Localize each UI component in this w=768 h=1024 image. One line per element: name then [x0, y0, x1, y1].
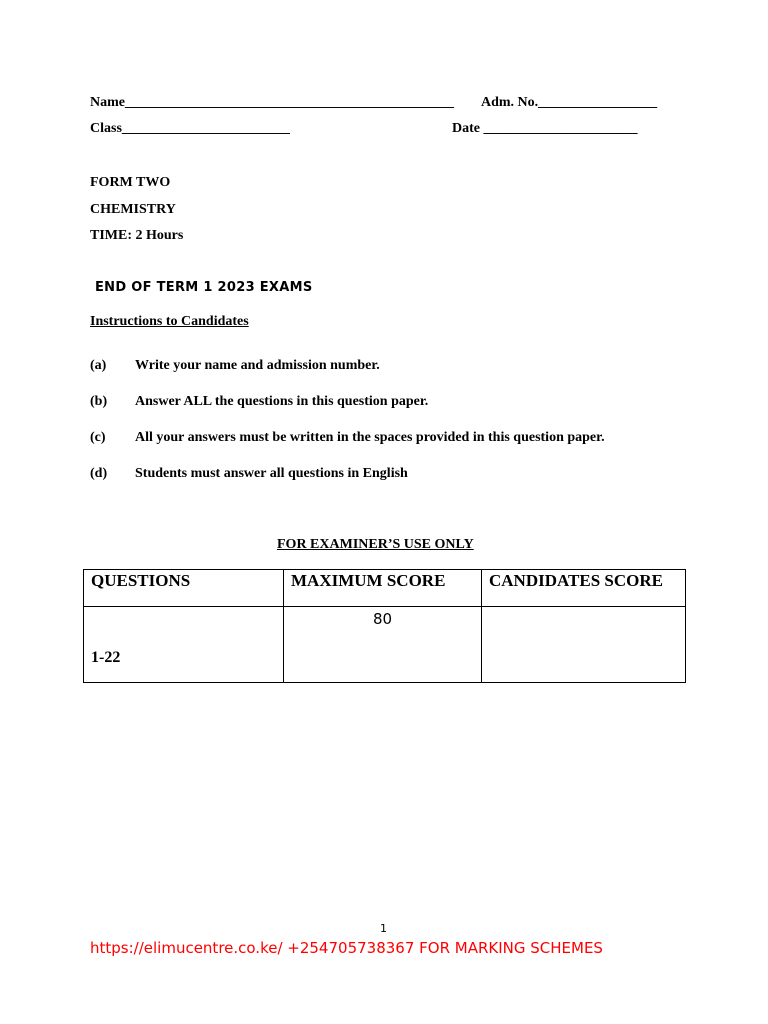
questions-range: 1-22: [91, 649, 121, 666]
instruction-text-c: All your answers must be written in the spaces provided in this question paper.: [135, 430, 605, 445]
name-field-line: Name_______________________________________________: [90, 95, 454, 110]
instruction-text-a: Write your name and admission number.: [135, 358, 380, 373]
time-label: TIME: 2 Hours: [90, 228, 184, 243]
page-number: 1: [380, 922, 387, 935]
instruction-label-c: (c): [90, 430, 106, 445]
date-field-line: Date ______________________: [452, 121, 638, 136]
adm-no-field-line: Adm. No._________________: [481, 95, 658, 110]
examiner-heading: FOR EXAMINER’S USE ONLY: [277, 537, 474, 552]
instruction-text-b: Answer ALL the questions in this question paper.: [135, 394, 429, 409]
footer-link[interactable]: https://elimucentre.co.ke/ +254705738367 FOR MARKING SCHEMES: [90, 939, 603, 957]
exam-title: END OF TERM 1 2023 EXAMS: [95, 280, 313, 295]
instruction-label-a: (a): [90, 358, 107, 373]
table-header-row: [84, 570, 686, 607]
instruction-label-b: (b): [90, 394, 108, 409]
column-header-candidates-score: CANDIDATES SCORE: [482, 570, 686, 607]
maximum-score-value: 80: [372, 610, 393, 628]
table-row: [84, 607, 686, 683]
subject-label: CHEMISTRY: [90, 202, 176, 217]
column-header-maximum-score: MAXIMUM SCORE: [284, 570, 482, 607]
class-field-line: Class________________________: [90, 121, 290, 136]
instruction-text-d: Students must answer all questions in English: [135, 466, 408, 481]
examiner-score-table: [83, 569, 686, 683]
form-label: FORM TWO: [90, 175, 171, 190]
column-header-questions: QUESTIONS: [84, 570, 284, 607]
instructions-heading: Instructions to Candidates: [90, 314, 249, 329]
maximum-score-cell: [284, 607, 482, 683]
questions-cell: [84, 607, 284, 683]
instruction-label-d: (d): [90, 466, 108, 481]
candidates-score-cell[interactable]: [482, 607, 686, 683]
